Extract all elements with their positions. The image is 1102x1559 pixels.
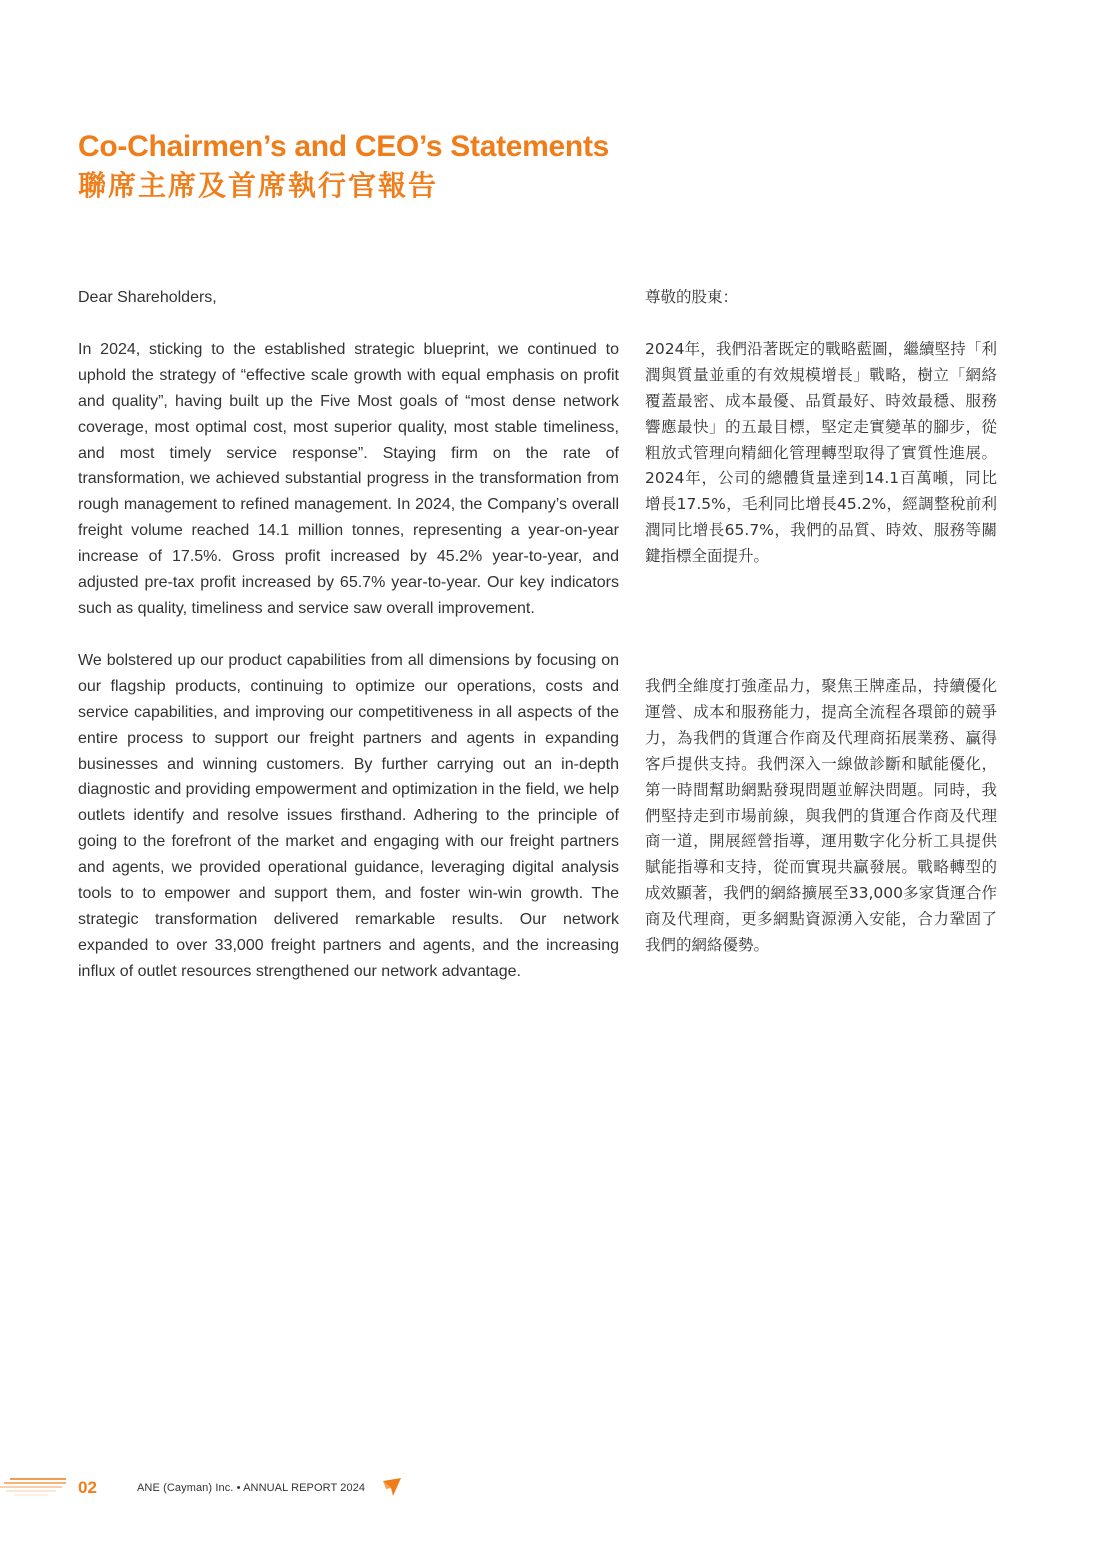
page-footer bbox=[0, 1474, 1102, 1504]
page-number: 02 bbox=[78, 1478, 97, 1497]
english-greeting: Dear Shareholders, bbox=[78, 289, 217, 306]
chinese-paragraph-2: 我們全維度打強產品力，聚焦王牌產品，持續優化運營、成本和服務能力，提高全流程各環節的競爭力，為我們的貨運合作商及代理商拓展業務、贏得客戶提供支持。我們深入一線做診斷和賦能優化，第一時間幫助網點發現問題並解決問題。同時，我們堅持走到市場前線，與我們的貨運合作商及代理商一道，開展經營指導，運用數字化分析工具提供賦能指導和支持，從而實現共贏發展。戰略轉型的成效顯著，我們的網絡擴展至33,000多家貨運合作商及代理商，更多網點資源湧入安能，合力鞏固了我們的網絡優勢。 bbox=[645, 677, 997, 955]
arrow-logo-icon bbox=[382, 1477, 402, 1497]
page-title-english: Co-Chairmen’s and CEO’s Statements bbox=[78, 130, 610, 163]
english-column bbox=[78, 285, 619, 985]
speed-lines-icon bbox=[0, 1476, 70, 1498]
english-paragraph-1: In 2024, sticking to the established strategic blueprint, we continued to uphold the strategy of “effective scale growth with equal emphasis on profit and quality”, having built up the Five Most goals of “most dense network coverage, most optimal cost, most superior quality, most stable timeliness, and most timely service response”. Staying firm on the rate of transformation, we achieved substantial progress in the transformation from rough management to refined management. In 2024, the Company’s overall freight volume reached 14.1 million tonnes, representing a year-on-year increase of 17.5%. Gross profit increased by 45.2% year-to-year, and adjusted pre-tax profit increased by 65.7% year-to-year. Our key indicators such as quality, timeliness and service saw overall improvement. bbox=[78, 340, 619, 617]
english-paragraph-2: We bolstered up our product capabilities from all dimensions by focusing on our flagship products, continuing to optimize our operations, costs and service capabilities, and improving our competitiveness in all aspects of the entire process to support our freight partners and agents in expanding businesses and winning customers. By further carrying out an in-depth diagnostic and providing empowerment and optimization in the field, we help outlets identify and resolve issues firsthand. Adhering to the principle of going to the forefront of the market and engaging with our freight partners and agents, we provided operational guidance, leveraging digital analysis tools to to empower and support them, and foster win-win growth. The strategic transformation delivered remarkable results. Our network expanded to over 33,000 freight partners and agents, and the increasing influx of outlet resources strengthened our network advantage. bbox=[78, 651, 619, 980]
report-label: ANE (Cayman) Inc. • ANNUAL REPORT 2024 bbox=[137, 1482, 366, 1494]
chinese-paragraph-1: 2024年，我們沿著既定的戰略藍圖，繼續堅持「利潤與質量並重的有效規模增長」戰略，樹立「網絡覆蓋最密、成本最優、品質最好、時效最穩、服務響應最快」的五最目標，堅定走實變革的腳步，從粗放式管理向精細化管理轉型取得了實質性進展。2024年，公司的總體貨量達到14.1百萬噸，同比增長17.5%，毛利同比增長45.2%，經調整稅前利潤同比增長65.7%，我們的品質、時效、服務等關鍵指標全面提升。 bbox=[645, 339, 997, 566]
title-block bbox=[78, 128, 778, 206]
chinese-column bbox=[645, 285, 997, 955]
chinese-greeting: 尊敬的股東： bbox=[645, 288, 739, 306]
page-title-chinese: 聯席主席及首席執行官報告 bbox=[78, 169, 439, 202]
